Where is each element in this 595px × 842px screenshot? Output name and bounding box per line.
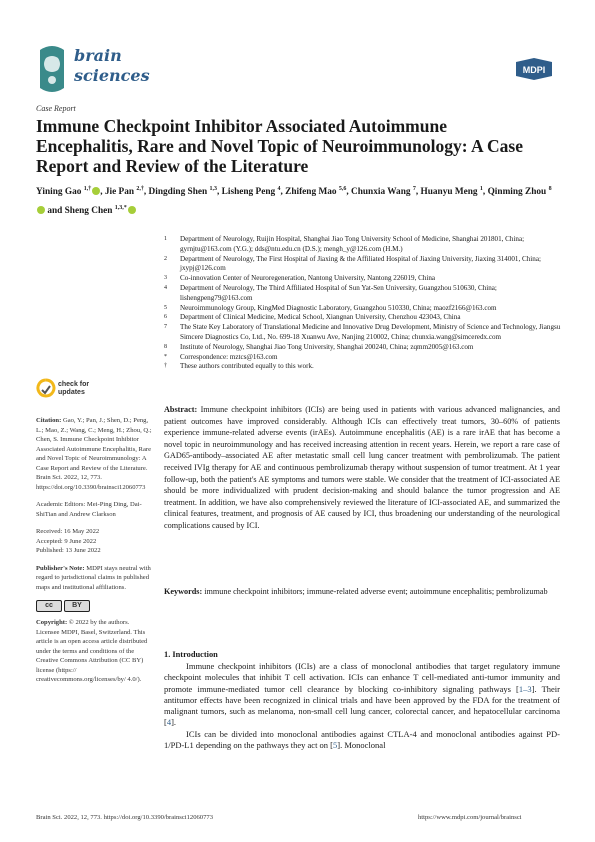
mdpi-logo-icon: [514, 58, 554, 80]
affiliation-text: Co-innovation Center of Neuroregeneration, Nantong University, Nantong 226019, China: [180, 274, 436, 283]
article-type: Case Report: [36, 104, 76, 113]
orcid-icon[interactable]: [92, 187, 100, 195]
check-updates-line2: updates: [58, 389, 85, 396]
check-updates-label: [58, 381, 89, 397]
by-icon: BY: [64, 600, 90, 612]
citation-link[interactable]: 4: [166, 717, 172, 728]
intro-p1-text-a: Immune checkpoint inhibitors (ICIs) are a class of monoclonal antibodies that target regulatory immune checkpoint molecules that inhibit T cell activation. ICIs can enhance T cell-mediated anti-tumor immunity and promote immune-mediated tumor cell clearance by blocking co-inhibitory signaling pathways [: [164, 661, 560, 694]
affiliation-item: [164, 323, 564, 343]
affiliation-number: 6: [164, 314, 167, 321]
footer-citation[interactable]: Brain Sci. 2022, 12, 773. https://doi.org/10.3390/brainsci12060773: [36, 814, 213, 821]
keywords-text: immune checkpoint inhibitors; immune-related adverse event; autoimmune encephalitis; pembrolizumab: [204, 587, 548, 596]
affiliation-item: [164, 343, 564, 353]
publisher-note-label: Publisher's Note:: [36, 564, 85, 572]
affiliation-text: Department of Neurology, Ruijin Hospital, Shanghai Jiao Tong University School of Medicine, Shanghai 201801, China; gyrnjtu@163.com (Y.G.); dds@ntu.edu.cn (D.S.); mengh_y@126.com (H.M.): [180, 235, 525, 253]
author-name[interactable]: Dingding Shen $^{1,3}$: [148, 186, 218, 198]
article-title: Immune Checkpoint Inhibitor Associated Autoimmune Encephalitis, Rare and Novel Topic of Neuroimmunology: A Case Report and Review of the Literature: [36, 116, 523, 176]
affiliation-number: 3: [164, 275, 167, 282]
affiliation-text: Department of Neurology, The Third Affiliated Hospital of Sun Yat-Sen University, Guangzhou 510630, China; lishengpeng79@163.com: [180, 283, 497, 302]
sidebar: [36, 378, 154, 685]
intro-p1-text-c: ].: [171, 717, 177, 728]
author-affiliation-marker: 2,†: [136, 186, 144, 192]
academic-editors: Academic Editors: Mei-Ping Ding, Dai-ShiTian and Andrew Clarkson: [36, 501, 142, 518]
journal-name-line2: sciences: [74, 66, 150, 85]
brain-sciences-logo-icon: [36, 44, 68, 94]
author-name[interactable]: Sheng Chen $^{1,3,*}$: [65, 206, 136, 216]
orcid-icon[interactable]: [37, 206, 45, 214]
check-updates-line1: check for: [58, 381, 90, 388]
check-updates-icon: [36, 378, 56, 402]
author-name[interactable]: Chunxia Wang $^7$: [351, 186, 416, 198]
affiliation-text: Neuroimmunology Group, KingMed Diagnostic Laboratory, Guangzhou 510330, China; maozf2166@163.com: [180, 303, 497, 312]
abstract-label: Abstract:: [164, 405, 198, 414]
footer-journal-url[interactable]: https://www.mdpi.com/journal/brainsci: [418, 814, 522, 821]
affiliation-text: Institute of Neurology, Shanghai Jiao Tong University, Shanghai 200240, China; zqmm2005@163.com: [180, 342, 474, 351]
affiliation-item: [164, 284, 564, 304]
affiliation-text: The State Key Laboratory of Translational Medicine and Innovative Drug Development, Ministry of Science and Technology, Jiangsu Simcere Diagnostics Co, Ltd., No. 699-18 Xuanwu Ave, Nanjing 210002, China; chunxia.wang@simceredx.com: [180, 323, 561, 341]
affiliation-item: [164, 353, 564, 363]
affiliation-text: Department of Neurology, The First Hospital of Jiaxing & the Affiliated Hospital of Jiaxing University, Jiaxing 314001, China; jxypj@126.com: [180, 254, 541, 273]
author-name[interactable]: Qinming Zhou $^8$: [36, 187, 552, 216]
intro-p1-text-b: ]. Their antitumor effects have been recognized in clinical trials and have been approved by the FDA for the treatment of malignant tumors, such as melanoma, non-small cell lung cancer, colorectal cancer, and hepatocellular carcinoma [: [164, 683, 561, 728]
author-name[interactable]: Yining Gao $^{1,\dagger}$: [36, 187, 100, 197]
cc-icon: cc: [36, 600, 62, 612]
check-for-updates[interactable]: [36, 378, 154, 410]
orcid-icon[interactable]: [128, 206, 136, 214]
author-affiliation-marker: 1: [479, 186, 483, 192]
accepted-date: Accepted: 9 June 2022: [36, 537, 97, 545]
citation-link[interactable]: 1–3: [518, 683, 532, 694]
affiliation-number: 7: [164, 324, 167, 331]
author-name[interactable]: Lisheng Peng $^4$: [221, 186, 281, 198]
affiliation-number: 2: [164, 255, 167, 262]
author-name[interactable]: Zhifeng Mao $^{5,6}$: [285, 186, 347, 198]
affiliation-number: *: [164, 353, 167, 360]
citation-link[interactable]: 5: [333, 740, 338, 751]
author-affiliation-marker: 1,3: [209, 186, 218, 192]
copyright: [36, 618, 154, 685]
author-affiliation-marker: 7: [412, 186, 416, 192]
keywords: [164, 586, 560, 598]
cc-license-badge[interactable]: [36, 600, 154, 612]
copyright-text: © 2022 by the authors. Licensee MDPI, Basel, Switzerland. This article is an open access article distributed under the terms and conditions of the Creative Commons Attribution (CC BY) license (https:// creativecommons.org/licenses/by/ 4.0/).: [36, 619, 148, 683]
affiliation-number: 8: [164, 343, 167, 350]
affiliation-item: [164, 235, 564, 255]
author-affiliation-marker: 1,†: [83, 186, 92, 192]
affiliation-text: These authors contributed equally to this work.: [180, 362, 314, 371]
keywords-label: Keywords:: [164, 587, 203, 596]
affiliation-number: †: [164, 363, 167, 370]
affiliation-text: Correspondence: mztcs@163.com: [180, 352, 278, 361]
section-heading-introduction: 1. Introduction: [164, 650, 218, 659]
intro-paragraph-1: [164, 661, 560, 729]
published-date: Published: 13 June 2022: [36, 547, 101, 554]
abstract: [164, 404, 560, 532]
introduction-body: [164, 661, 560, 751]
publisher-note-text: MDPI stays neutral with regard to jurisdictional claims in published maps and institutional affiliations.: [36, 564, 151, 591]
author-affiliation-marker: 5,6: [338, 186, 347, 192]
affiliation-number: 5: [164, 304, 167, 311]
affiliation-item: [164, 304, 564, 314]
citation-label: Citation:: [36, 417, 62, 424]
citation: [36, 416, 154, 492]
intro-paragraph-2: [164, 729, 560, 752]
received-date: Received: 16 May 2022: [36, 528, 100, 535]
journal-name: [74, 46, 150, 86]
author-list: Yining Gao $^{1,\dagger}$ , Jie Pan $^{2,\dagger}$, Dingding Shen $^{1,3}$, Lisheng Peng $^4$, Zhifeng Mao $^{5,6}$, Chunxia Wang $^7$, Huanyu Meng $^1$, Qinming Zhou $^8$ and Sheng Chen $^{1,3,*}$: [36, 186, 552, 217]
journal-logo: [36, 44, 166, 94]
citation-text: Gao, Y.; Pan, J.; Shen, D.; Peng, L.; Mao, Z.; Wang, C.; Meng, H.; Zhou, Q.; Chen, S. Immune Checkpoint Inhibitor Associated Autoimmune Encephalitis, Rare and Novel Topic of Neuroimmunology: A Case Report and Review of the Literature. Brain Sci. 2022, 12, 773. https://doi.org/10.3390/brainsci12060773: [36, 417, 152, 491]
affiliation-item: [164, 274, 564, 284]
author-name[interactable]: Huanyu Meng $^1$: [420, 186, 483, 198]
author-name[interactable]: Jie Pan $^{2,\dagger}$: [104, 186, 144, 198]
author-affiliation-marker: 4: [277, 186, 281, 192]
intro-p2-text-b: ]. Monoclonal: [337, 740, 386, 751]
copyright-label: Copyright:: [36, 619, 68, 626]
affiliation-item: [164, 255, 564, 275]
publisher-note: [36, 564, 154, 593]
affiliation-item: [164, 313, 564, 323]
author-affiliation-marker: 8: [548, 186, 552, 192]
abstract-text: Immune checkpoint inhibitors (ICIs) are being used in patients with various advanced malignancies, and patient outcomes have improved considerably. Although ICIs can effectively treat tumors, 30–60% of patients experience immune-related adverse events (irAEs). Autoimmune encephalitis (AE) is a rare irAE that has become a novel topic in neuroimmunology and has received increasing attention in recent years. Herein, we report a rare case of GAD65-antibody–associated AE after metastatic small cell lung cancer treatment with pembrolizumab. The patient received IVIg therapy for AE and continuous pembrolizumab therapy without suspension of tumor treatment. At 1 year follow-up, both the patient's AE symptoms and tumors were stable. We consider that the treatment of ICI-associated AE should be more individualized with prudent decision-making and should balance the tumor progression and AE treatment. In addition, we have also comprehensively reviewed the literature of ICI-associated AE, and summarized the clinical features, treatment, and prognosis of AE caused by ICI, thus broadening our understanding of the neurological complications caused by ICI.: [164, 405, 560, 530]
affiliation-text: Department of Clinical Medicine, Medical School, Xiangnan University, Chenzhou 423043, China: [180, 313, 461, 322]
affiliation-number: 1: [164, 236, 167, 242]
affiliation-number: 4: [164, 284, 167, 291]
author-affiliation-marker: 1,3,*: [114, 205, 127, 212]
affiliation-item: [164, 362, 564, 372]
intro-p2-text-a: ICIs can be divided into monoclonal antibodies against CTLA-4 and monoclonal antibodies against PD-1/PD-L1 depending on the pathways they act on [: [164, 728, 560, 751]
affiliations: [164, 235, 564, 372]
mdpi-logo-text: MDPI: [522, 65, 546, 75]
journal-name-line1: brain: [74, 46, 122, 65]
